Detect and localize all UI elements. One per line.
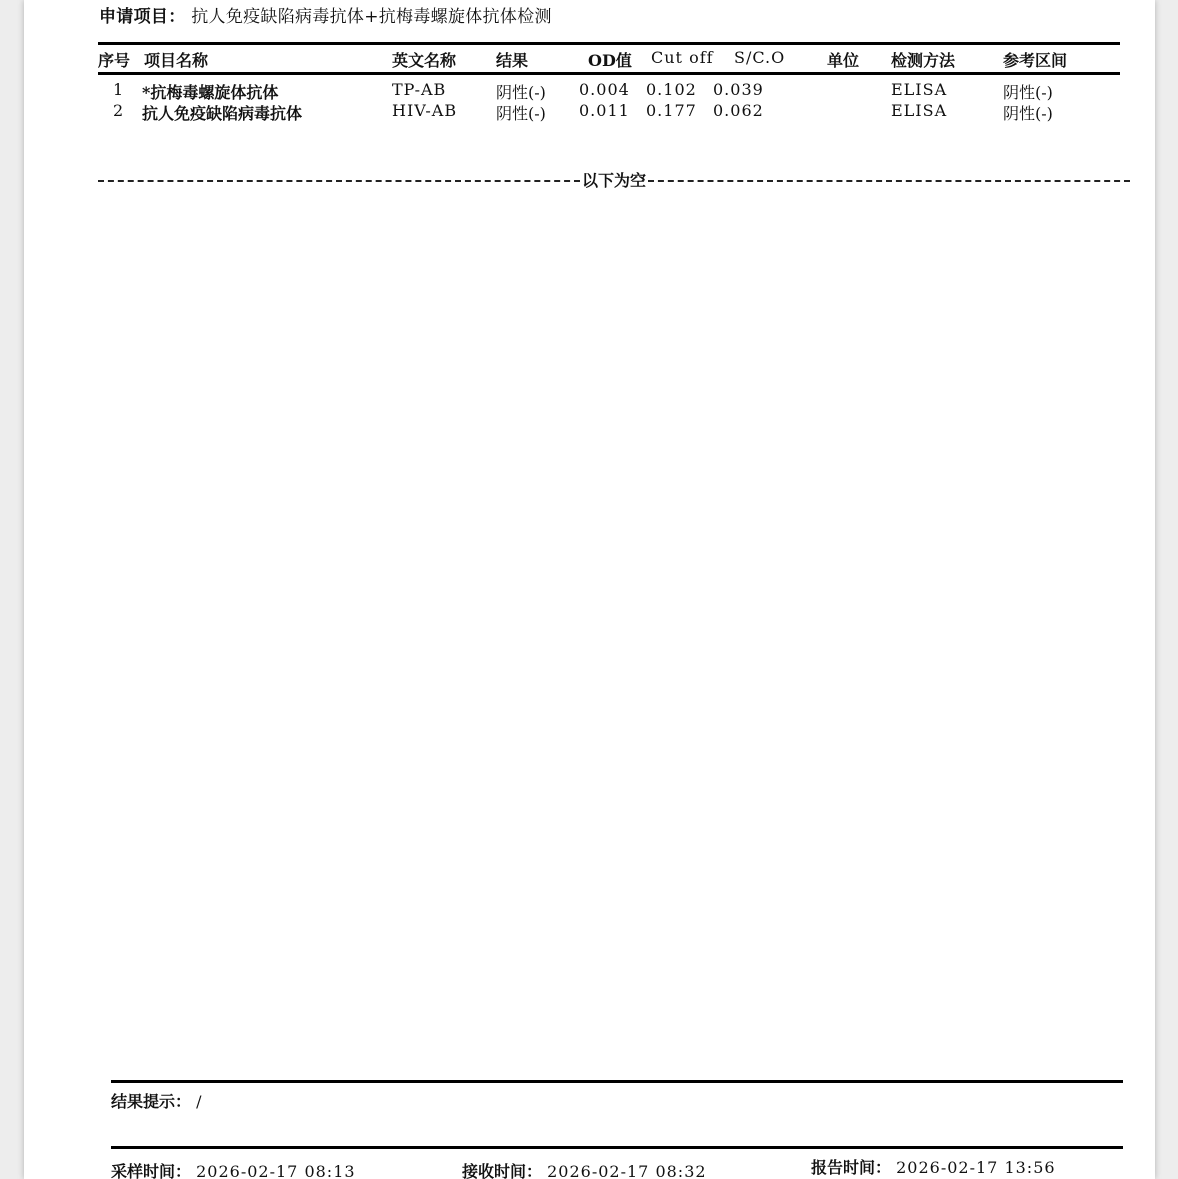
row-sco: 0.062 xyxy=(713,101,764,120)
report-page xyxy=(24,0,1155,1179)
row-od: 0.011 xyxy=(579,101,630,120)
row-en: TP-AB xyxy=(392,80,447,99)
sample-time-label: 采样时间： xyxy=(111,1162,192,1179)
col-header-en: 英文名称 xyxy=(392,51,457,70)
result-hint-value: / xyxy=(196,1092,202,1111)
row-result: 阴性(-) xyxy=(496,104,546,123)
request-items-value: 抗人免疫缺陷病毒抗体+抗梅毒螺旋体抗体检测 xyxy=(191,7,552,27)
col-header-sco: S/C.O xyxy=(734,48,786,67)
col-header-cutoff: Cut off xyxy=(651,48,714,67)
row-no: 2 xyxy=(113,101,124,120)
row-en: HIV-AB xyxy=(392,101,458,120)
row-cutoff: 0.102 xyxy=(646,80,697,99)
footer-bottom-rule xyxy=(111,1146,1123,1149)
dash-right xyxy=(648,180,1130,182)
row-name: *抗梅毒螺旋体抗体 xyxy=(142,83,279,102)
receive-time-label: 接收时间： xyxy=(462,1162,543,1179)
sample-time-value: 2026-02-17 08:13 xyxy=(196,1162,356,1179)
col-header-method: 检测方法 xyxy=(891,51,956,70)
col-header-no: 序号 xyxy=(98,51,131,70)
footer-top-rule xyxy=(111,1080,1123,1083)
row-ref: 阴性(-) xyxy=(1003,83,1053,102)
table-top-rule xyxy=(98,42,1120,45)
row-result: 阴性(-) xyxy=(496,83,546,102)
row-method: ELISA xyxy=(891,80,948,99)
end-marker-text: 以下为空 xyxy=(582,171,647,190)
receive-time-value: 2026-02-17 08:32 xyxy=(547,1162,707,1179)
col-header-unit: 单位 xyxy=(827,51,860,70)
table-header-rule xyxy=(98,72,1120,75)
col-header-ref: 参考区间 xyxy=(1003,51,1068,70)
dash-left xyxy=(98,180,580,182)
row-name: 抗人免疫缺陷病毒抗体 xyxy=(142,104,303,123)
request-items-label: 申请项目： xyxy=(99,7,186,27)
row-ref: 阴性(-) xyxy=(1003,104,1053,123)
receive-time xyxy=(462,1159,707,1179)
report-time xyxy=(811,1155,1056,1178)
report-time-label: 报告时间： xyxy=(811,1158,892,1177)
end-of-list-marker xyxy=(98,168,1130,191)
result-hint-label: 结果提示： xyxy=(111,1092,192,1111)
row-sco: 0.039 xyxy=(713,80,764,99)
row-od: 0.004 xyxy=(579,80,630,99)
result-hint xyxy=(111,1089,202,1112)
report-time-value: 2026-02-17 13:56 xyxy=(896,1158,1056,1177)
col-header-od: OD值 xyxy=(588,51,632,70)
col-header-result: 结果 xyxy=(496,51,529,70)
row-cutoff: 0.177 xyxy=(646,101,697,120)
col-header-name: 项目名称 xyxy=(144,51,209,70)
row-method: ELISA xyxy=(891,101,948,120)
request-items xyxy=(99,2,552,27)
sample-time xyxy=(111,1159,356,1179)
row-no: 1 xyxy=(113,80,124,99)
